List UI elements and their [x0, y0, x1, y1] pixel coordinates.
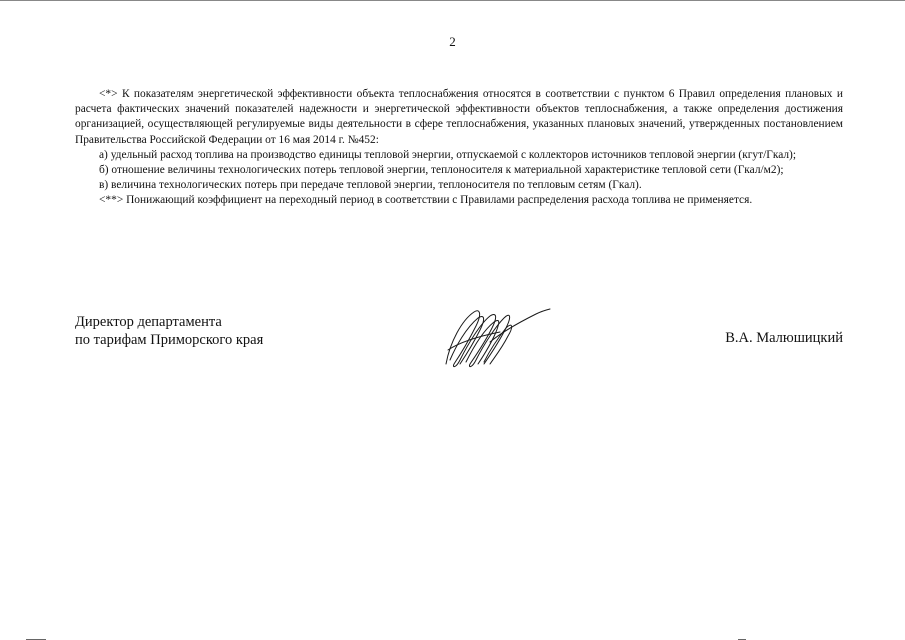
signer-title-line2: по тарифам Приморского края	[75, 331, 264, 348]
footnote-item-c: в) величина технологических потерь при передаче тепловой энергии, теплоносителя по тепловым сетям (Гкал).	[99, 179, 642, 192]
signer-title-line1: Директор департамента	[75, 314, 222, 330]
footnote-reduction-coefficient: <**> Понижающий коэффициент на переходный период в соответствии с Правилами распределения расхода топлива не применяется.	[99, 194, 753, 207]
page-number: 2	[449, 34, 456, 49]
footnote-energy-efficiency: <*> К показателям энергетической эффективности объекта теплоснабжения относятся в соответствии с пунктом 6 Правил определения плановых и расчета фактических значений показателей надежности и энергетической эффективности объектов теплоснабжения, а также определения достижения организацией, осуществляющей регулируемые виды деятельности в сфере теплоснабжения, указанных плановых значений, утвержденных постановлением Правительства Российской Федерации от 16 мая 2014 г. №452:	[75, 88, 843, 146]
signer-title	[75, 314, 263, 349]
handwritten-signature-icon	[440, 302, 552, 372]
scan-bottom-edge	[0, 636, 905, 640]
footnote-item-b: б) отношение величины технологических потерь тепловой энергии, теплоносителя к материальной характеристике тепловой сети (Гкал/м2);	[99, 164, 784, 177]
footnote-item-a: а) удельный расход топлива на производство единицы тепловой энергии, отпускаемой с коллекторов источников тепловой энергии (кгут/Гкал);	[99, 148, 796, 161]
signer-name: В.А. Малюшицкий	[725, 330, 843, 346]
